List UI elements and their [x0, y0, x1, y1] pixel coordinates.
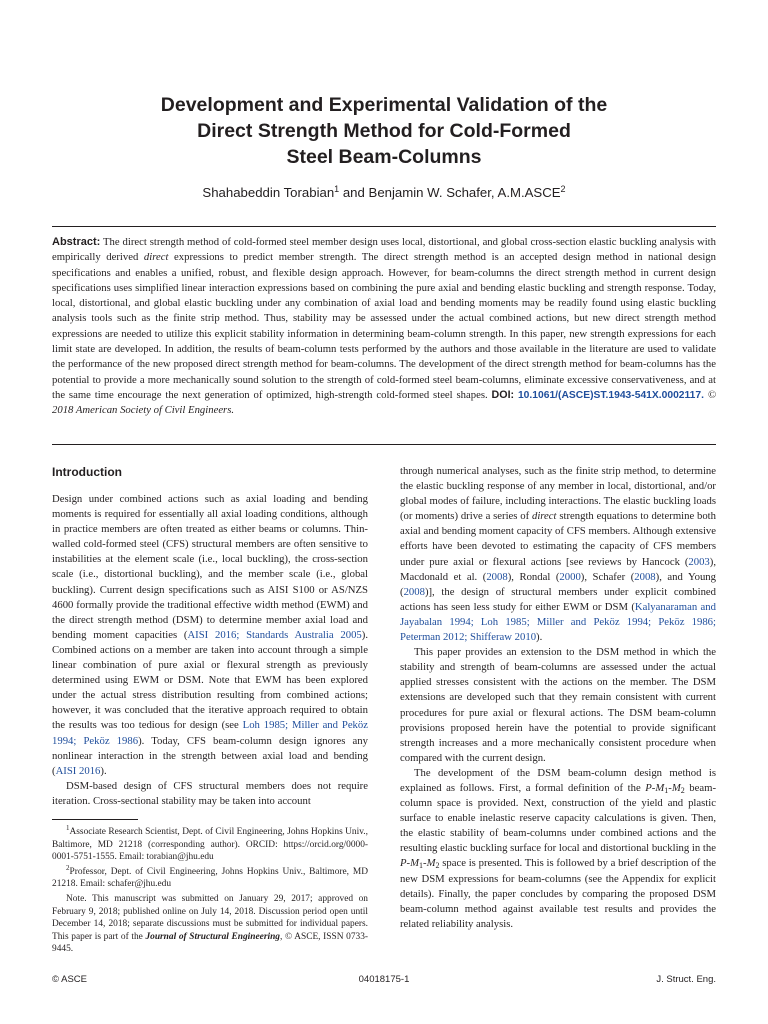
intro-p1-text-c: ). Today, CFS beam-column design ignores any nonlinear interaction in the strength between axial load and bending (	[52, 734, 368, 777]
footer-page-id: 04018175-1	[358, 974, 410, 985]
intro-r1-text-h: ).	[536, 631, 543, 644]
citation-link[interactable]: 2000	[559, 570, 581, 583]
intro-r1-text-d: ), Rondal (	[507, 570, 560, 583]
title-line-1: Development and Experimental Validation of the	[160, 94, 608, 116]
left-column	[52, 464, 368, 809]
paper-title	[60, 92, 708, 170]
intro-r1-text-g: )], the design of structural members under explicit combined actions has seen less study for either EWM or DSM (	[400, 585, 716, 613]
footnote-1	[52, 826, 368, 864]
abstract-label: Abstract:	[52, 236, 101, 248]
abstract	[52, 235, 716, 419]
symbol-m: M	[426, 857, 436, 870]
symbol-sub-2: 2	[680, 785, 685, 795]
abstract-copyright: © 2018 American Society of Civil Engineers.	[52, 388, 716, 417]
right-column	[400, 464, 716, 932]
symbol-sub-2: 2	[435, 861, 440, 871]
doi-link[interactable]: 10.1061/(ASCE)ST.1943-541X.0002117.	[517, 389, 705, 401]
citation-link[interactable]: 2008	[403, 585, 425, 598]
symbol-m: M	[410, 857, 419, 870]
abstract-top-rule	[52, 226, 716, 227]
footnote-rule	[52, 819, 138, 820]
symbol-m: M	[671, 781, 681, 794]
footer-journal: J. Struct. Eng.	[656, 974, 716, 985]
pm-space-symbol: $P-M_1-M_2$	[400, 857, 440, 871]
author-2-name: and Benjamin W. Schafer, A.M.ASCE	[339, 185, 561, 200]
author-1-affil-mark: 1	[334, 184, 340, 194]
footnote-2-mark: 2	[66, 863, 70, 872]
citation-link[interactable]: 2003	[688, 555, 710, 568]
journal-name: Journal of Structural Engineering	[145, 931, 280, 942]
citation-link[interactable]: AISI 2016; Standards Australia 2005	[187, 628, 362, 641]
intro-r3-text-c: space is presented. This is followed by a brief description of the new DSM expressions for beam-columns (see the Appendix for explicit details). Finally, the paper concludes by comparing the proposed DSM beam-column method against available test results and provides the related reliability analysis.	[400, 857, 716, 930]
intro-r1-text-f: ), and Young (	[400, 570, 716, 598]
citation-link[interactable]: 2008	[486, 570, 508, 583]
footnote-2	[52, 863, 368, 891]
footnote-1-text: Associate Research Scientist, Dept. of Civil Engineering, Johns Hopkins Univ., Baltimore, MD 21218 (corresponding author). ORCID: https://orcid.org/0000-0001-5751-1555. Email: torabian@jhu.edu	[52, 827, 368, 863]
footer-copyright: © ASCE	[52, 974, 87, 985]
intro-r1-italic: direct	[531, 510, 557, 523]
intro-r3-text-b: beam-column space is provided. Next, construction of the yield and plastic surface to enable inelastic reserve capacity calculations is given. Then, the elastic stability of beam-columns under combined actions and the resulting elastic buckling surface for local and distortional buckling in the	[400, 781, 716, 855]
intro-paragraph-1	[52, 492, 368, 779]
citation-link[interactable]: AISI 2016	[55, 764, 101, 777]
abstract-text-a: The direct strength method of cold-formed steel member design uses local, distortional, and global cross-section elastic buckling analysis with empirically derived	[52, 236, 716, 264]
abstract-bottom-rule	[52, 444, 716, 445]
author-1-name: Shahabeddin Torabian	[202, 185, 335, 200]
intro-paragraph-5	[400, 766, 716, 932]
section-heading-introduction: Introduction	[52, 465, 122, 479]
footnote-1-mark: 1	[66, 824, 70, 832]
pm-space-symbol: $P-M_1-M_2$	[645, 781, 685, 795]
symbol-sub-1: 1	[664, 785, 669, 795]
intro-paragraph-3	[400, 464, 716, 645]
author-2-affil-mark: 2	[560, 184, 566, 194]
citation-link[interactable]: Kalyanaraman and Jayabalan 1994; Loh 1985; Miller and Peköz 1994; Peköz 1986; Peterman 2012; Shifferaw 2010	[400, 600, 716, 644]
intro-r1-text-b: strength equations to determine both axial and bending moment capacity of CFS members. Although extensive efforts have been devoted to estimating the capacity of CFS members under pure axial or flexural actions [see reviews by Hancock (	[400, 510, 716, 568]
symbol-m: M	[655, 781, 665, 794]
intro-r1-text-a: through numerical analyses, such as the finite strip method, to determine the elastic buckling response of any member in local, distortional, and/or global modes of failure, including interactions. The elastic buckling loads (or moments) drive a series of	[400, 465, 716, 523]
intro-p1-text-b: ). Combined actions on a member are taken into account through a simple linear combination of pure axial or flexural strength as previously determined using EWM or DSM. Note that EWM has been explored under the actual stress distribution resulting from combined actions; however, it was concluded that the iterative approach required to obtain the results was too tedious for design (see	[52, 628, 368, 732]
symbol-p: P	[400, 857, 407, 870]
intro-r1-text-c: ), Macdonald et al. (	[400, 555, 716, 583]
doi-label: DOI:	[491, 388, 515, 401]
intro-paragraph-2: DSM-based design of CFS structural members does not require iteration. Cross-sectional stability may be taken into account	[52, 779, 368, 807]
intro-r1-text-e: ), Schafer (	[580, 570, 635, 583]
abstract-text-italic: direct	[143, 251, 169, 264]
author-list	[60, 184, 708, 202]
citation-link[interactable]: Loh 1985; Miller and Peköz 1994; Peköz 1986	[52, 719, 368, 747]
manuscript-note	[52, 893, 368, 956]
intro-r3-text-a: The development of the DSM beam-column design method is explained as follows. First, a formal definition of the	[400, 766, 716, 794]
note-text-a: Note. This manuscript was submitted on January 29, 2017; approved on February 9, 2018; published online on July 14, 2018. Discussion period open until December 14, 2018; separate discussions must be submitted for individual papers. This paper is part of the	[52, 893, 368, 942]
abstract-text-c: expressions to predict member strength. The direct strength method is an accepted design method in national design specifications and enables a unified, robust, and flexible design approach. However, for beam-columns the direct strength method in current design specifications uses simplified linear interaction expressions based on combining the pure axial and bending elastic buckling and strength response. Today, local, distortional, and global elastic buckling under any combination of axial load and bending moments may be readily found using elastic buckling analysis tools such as the finite strip method. Thus, stability may be assessed under the actual combined actions, but new direct strength method expressions are needed to utilize this explicit stability information in determining beam-column strength. In this paper, new strength expressions for each limit state are developed. In addition, the results of beam-column tests performed by the authors and those available in the literature are used to validate the performance of the new proposed direct strength method for beam-columns. The development of the direct strength method for beam-columns has the potential to provide a more mechanically sound solution to the strength of cold-formed steel beam-columns, eliminate excessive conservativeness, and at the same time encourage the next generation of optimized, high-strength cold-formed steel shapes.	[52, 251, 716, 401]
citation-link[interactable]: 2008	[634, 570, 656, 583]
symbol-p: P	[645, 781, 652, 794]
footnote-2-text: Professor, Dept. of Civil Engineering, Johns Hopkins Univ., Baltimore, MD 21218. Email: schafer@jhu.edu	[52, 866, 368, 890]
note-text-b: , © ASCE, ISSN 0733-9445.	[52, 931, 369, 955]
symbol-sub-1: 1	[419, 861, 423, 871]
intro-p1-text-a: Design under combined actions such as axial loading and bending moments is required for essentially all axial loading conditions, although in practice members are often treated as either beams or columns. Thin-walled cold-formed steel (CFS) structural members are often sensitive to instabilities at the element scale (i.e., local buckling), the cross-section scale (i.e., distortional buckling), and the member scale (i.e., global buckling). Current design specifications such as AISI S100 or AS/NZS 4600 formally provide the traditional effective width method (EWM) and the direct strength method (DSM) to determine member axial load and bending moment capacities (	[52, 493, 368, 641]
intro-p1-text-d: ).	[100, 764, 107, 777]
title-line-2: Direct Strength Method for Cold-Formed	[197, 120, 571, 142]
footnotes	[52, 826, 368, 958]
title-line-3: Steel Beam-Columns	[286, 146, 482, 168]
intro-paragraph-4: This paper provides an extension to the DSM method in which the stability and strength of beam-columns are assessed under the actual applied stresses consistent with the actions on the member. The DSM extensions are developed such that they remain consistent with current procedures for pure axial or flexural actions. The DSM beam-column provisions proposed herein have the potential to provide significant strength increases and a more mechanically consistent procedure when compared with the current design.	[400, 646, 716, 764]
